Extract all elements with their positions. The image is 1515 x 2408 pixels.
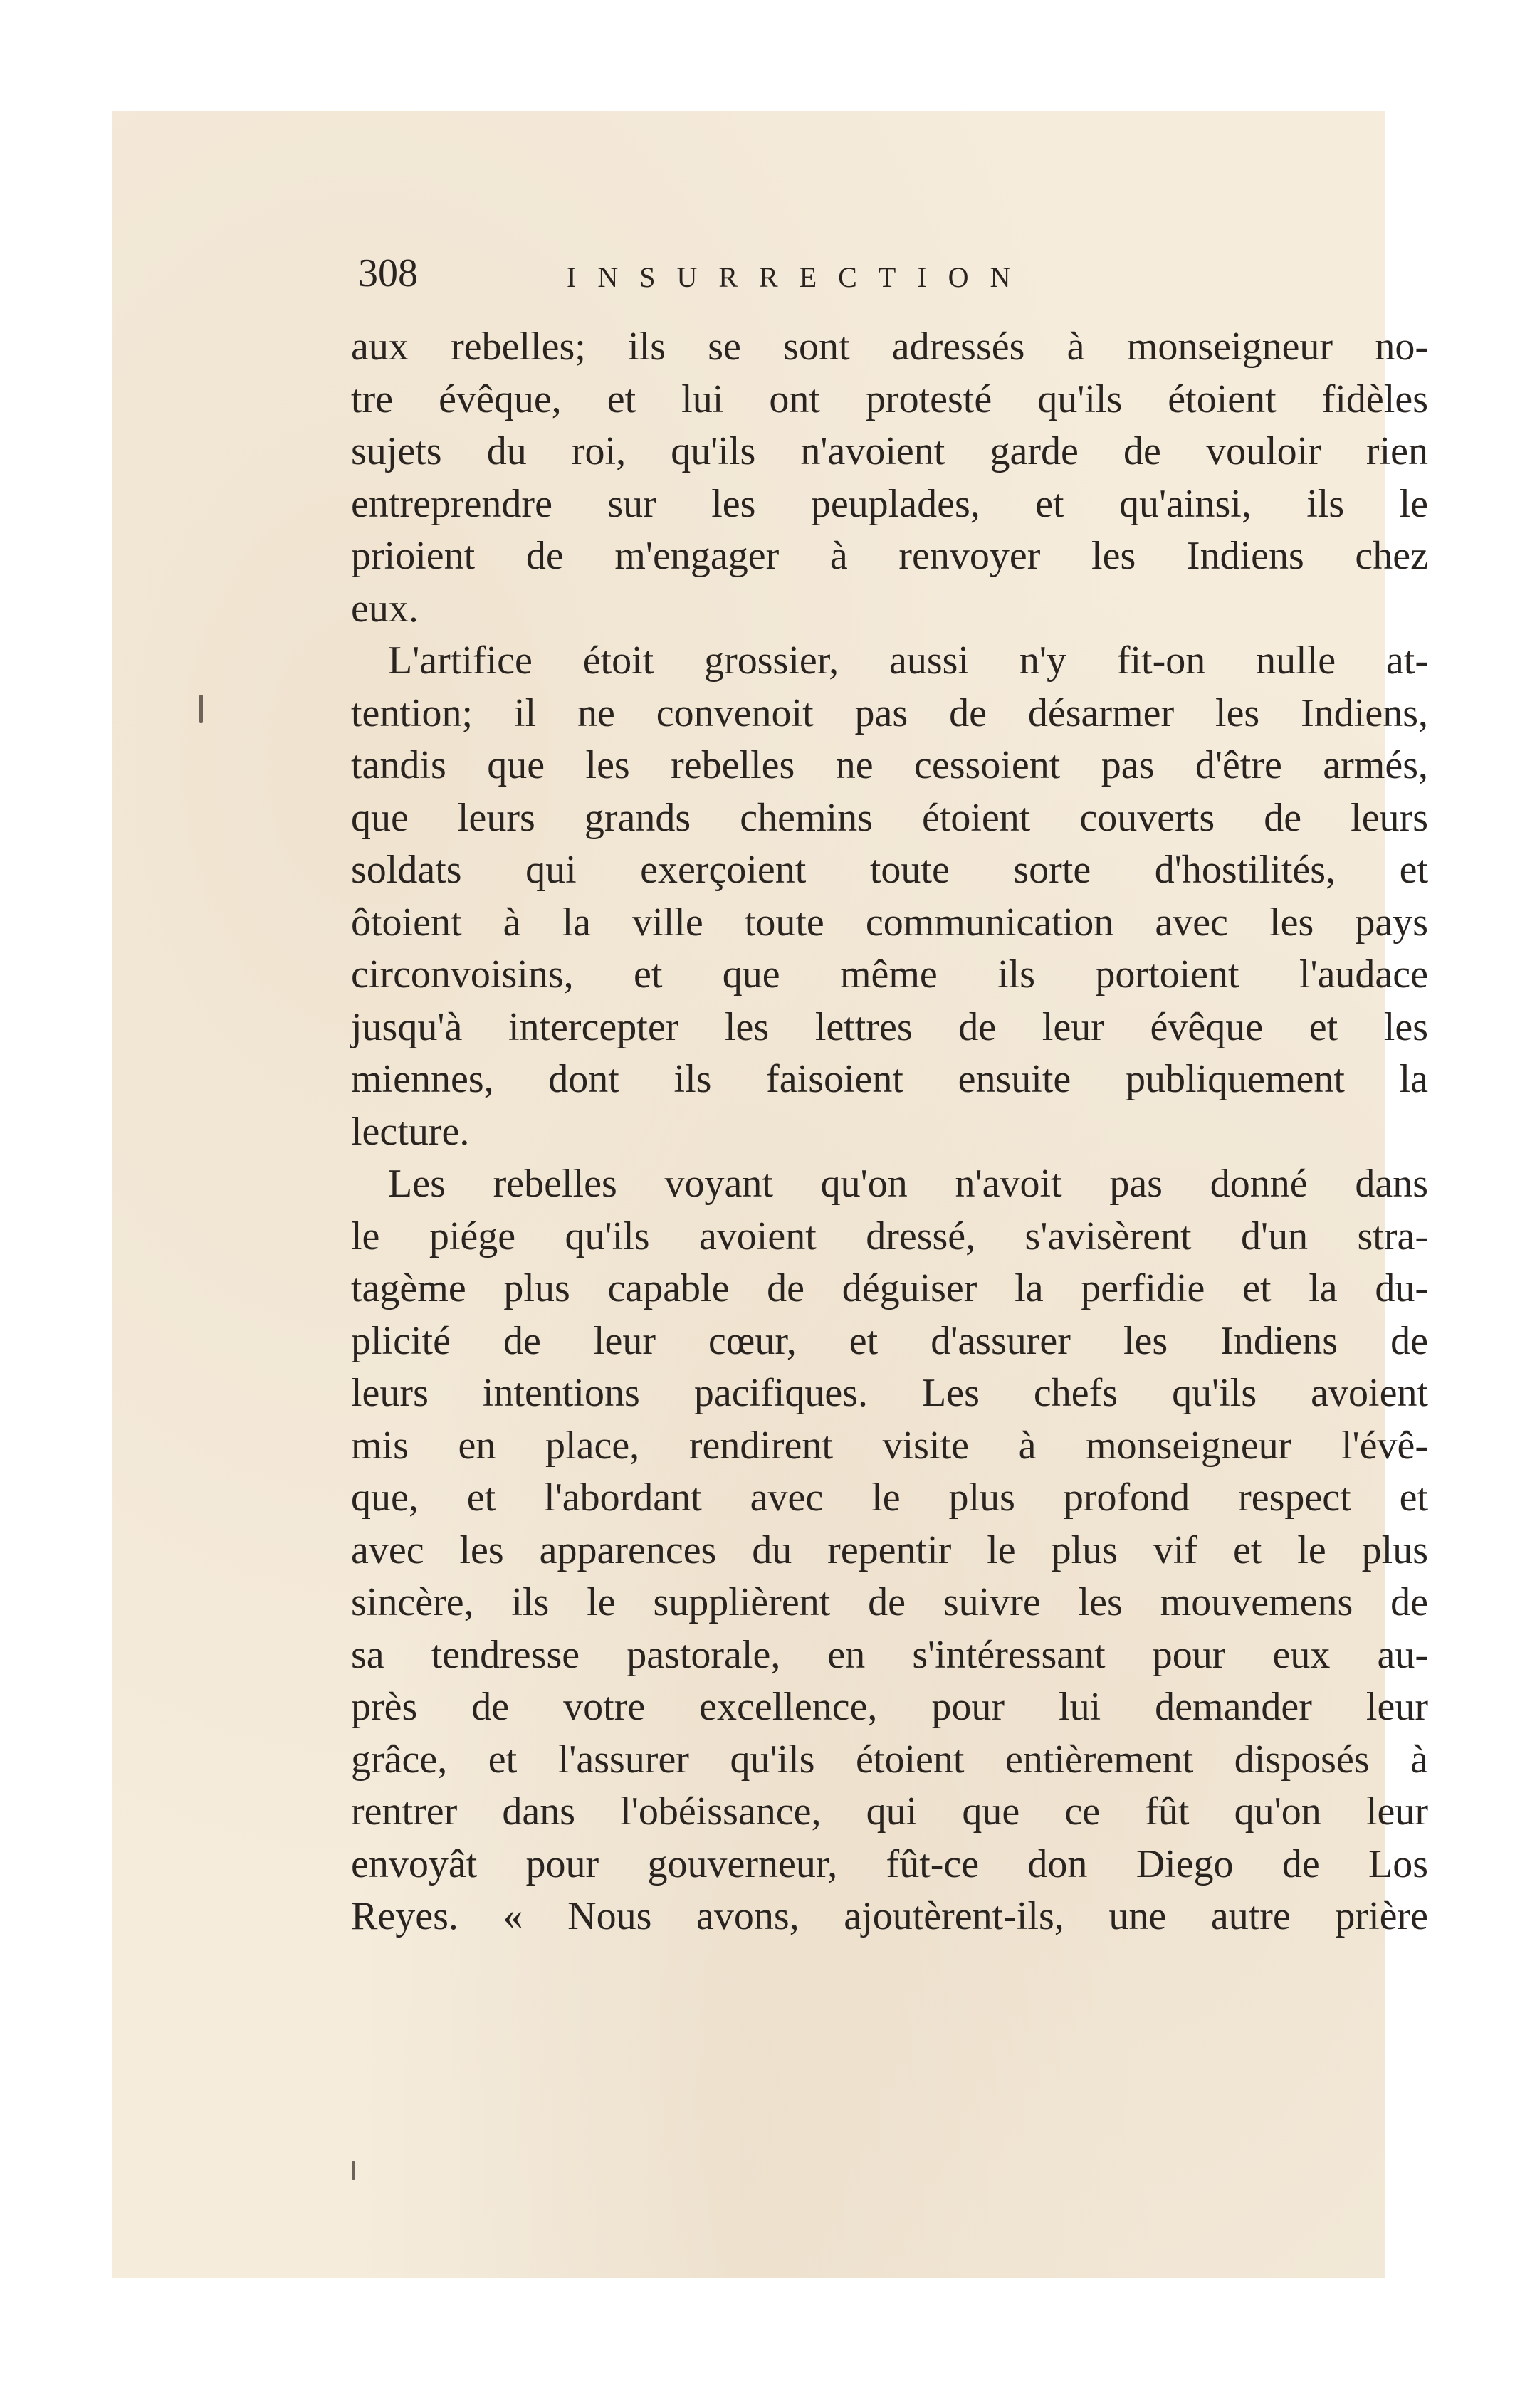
text-line: soldats qui exerçoient toute sorte d'hostilités, et (351, 848, 1428, 892)
text-line: Reyes. « Nous avons, ajoutèrent-ils, une autre prière (351, 1894, 1428, 1938)
text-line: aux rebelles; ils se sont adressés à monseigneur no- (351, 325, 1428, 369)
text-line: sujets du roi, qu'ils n'avoient garde de vouloir rien (351, 429, 1428, 473)
text-line: avec les apparences du repentir le plus vif et le plus (351, 1528, 1428, 1572)
text-line: tre évêque, et lui ont protesté qu'ils étoient fidèles (351, 377, 1428, 421)
text-line: tention; il ne convenoit pas de désarmer les Indiens, (351, 690, 1428, 735)
running-title: INSURRECTION (567, 261, 1032, 293)
text-line: prioient de m'engager à renvoyer les Indiens chez (351, 534, 1428, 578)
text-line: lecture. (351, 1109, 470, 1154)
text-line: le piége qu'ils avoient dressé, s'avisèrent d'un stra- (351, 1214, 1428, 1258)
text-line: ôtoient à la ville toute communication avec les pays (351, 900, 1428, 945)
text-line: plicité de leur cœur, et d'assurer les Indiens de (351, 1318, 1428, 1363)
text-line: envoyât pour gouverneur, fût-ce don Diego de Los (351, 1841, 1428, 1886)
text-line: sa tendresse pastorale, en s'intéressant pour eux au- (351, 1632, 1428, 1677)
page-header (358, 251, 1284, 307)
paper-speck (199, 695, 203, 723)
text-line: que leurs grands chemins étoient couverts de leurs (351, 795, 1428, 840)
page-number: 308 (358, 251, 418, 295)
text-line: circonvoisins, et que même ils portoient l'audace (351, 952, 1428, 997)
body-text (351, 321, 1428, 1943)
text-line: grâce, et l'assurer qu'ils étoient entièrement disposés à (351, 1737, 1428, 1782)
text-line: près de votre excellence, pour lui demander leur (351, 1685, 1428, 1729)
book-page (112, 111, 1428, 2278)
text-line: que, et l'abordant avec le plus profond respect et (351, 1476, 1428, 1520)
text-line: tandis que les rebelles ne cessoient pas d'être armés, (351, 743, 1428, 787)
text-line: sincère, ils le supplièrent de suivre les mouvemens de (351, 1580, 1428, 1624)
text-line: entreprendre sur les peuplades, et qu'ainsi, ils le (351, 481, 1428, 526)
text-line: mis en place, rendirent visite à monseigneur l'évê- (351, 1423, 1428, 1468)
text-line: jusqu'à intercepter les lettres de leur évêque et les (351, 1004, 1428, 1049)
text-line: Les rebelles voyant qu'on n'avoit pas donné dans (388, 1162, 1428, 1206)
text-line: miennes, dont ils faisoient ensuite publiquement la (351, 1057, 1428, 1101)
paper-speck (352, 2161, 355, 2180)
text-line: L'artifice étoit grossier, aussi n'y fit-on nulle at- (388, 638, 1428, 683)
text-line: rentrer dans l'obéissance, qui que ce fût qu'on leur (351, 1789, 1428, 1834)
text-line: tagème plus capable de déguiser la perfidie et la du- (351, 1266, 1428, 1310)
text-line: leurs intentions pacifiques. Les chefs qu'ils avoient (351, 1371, 1428, 1415)
text-line: eux. (351, 586, 419, 631)
